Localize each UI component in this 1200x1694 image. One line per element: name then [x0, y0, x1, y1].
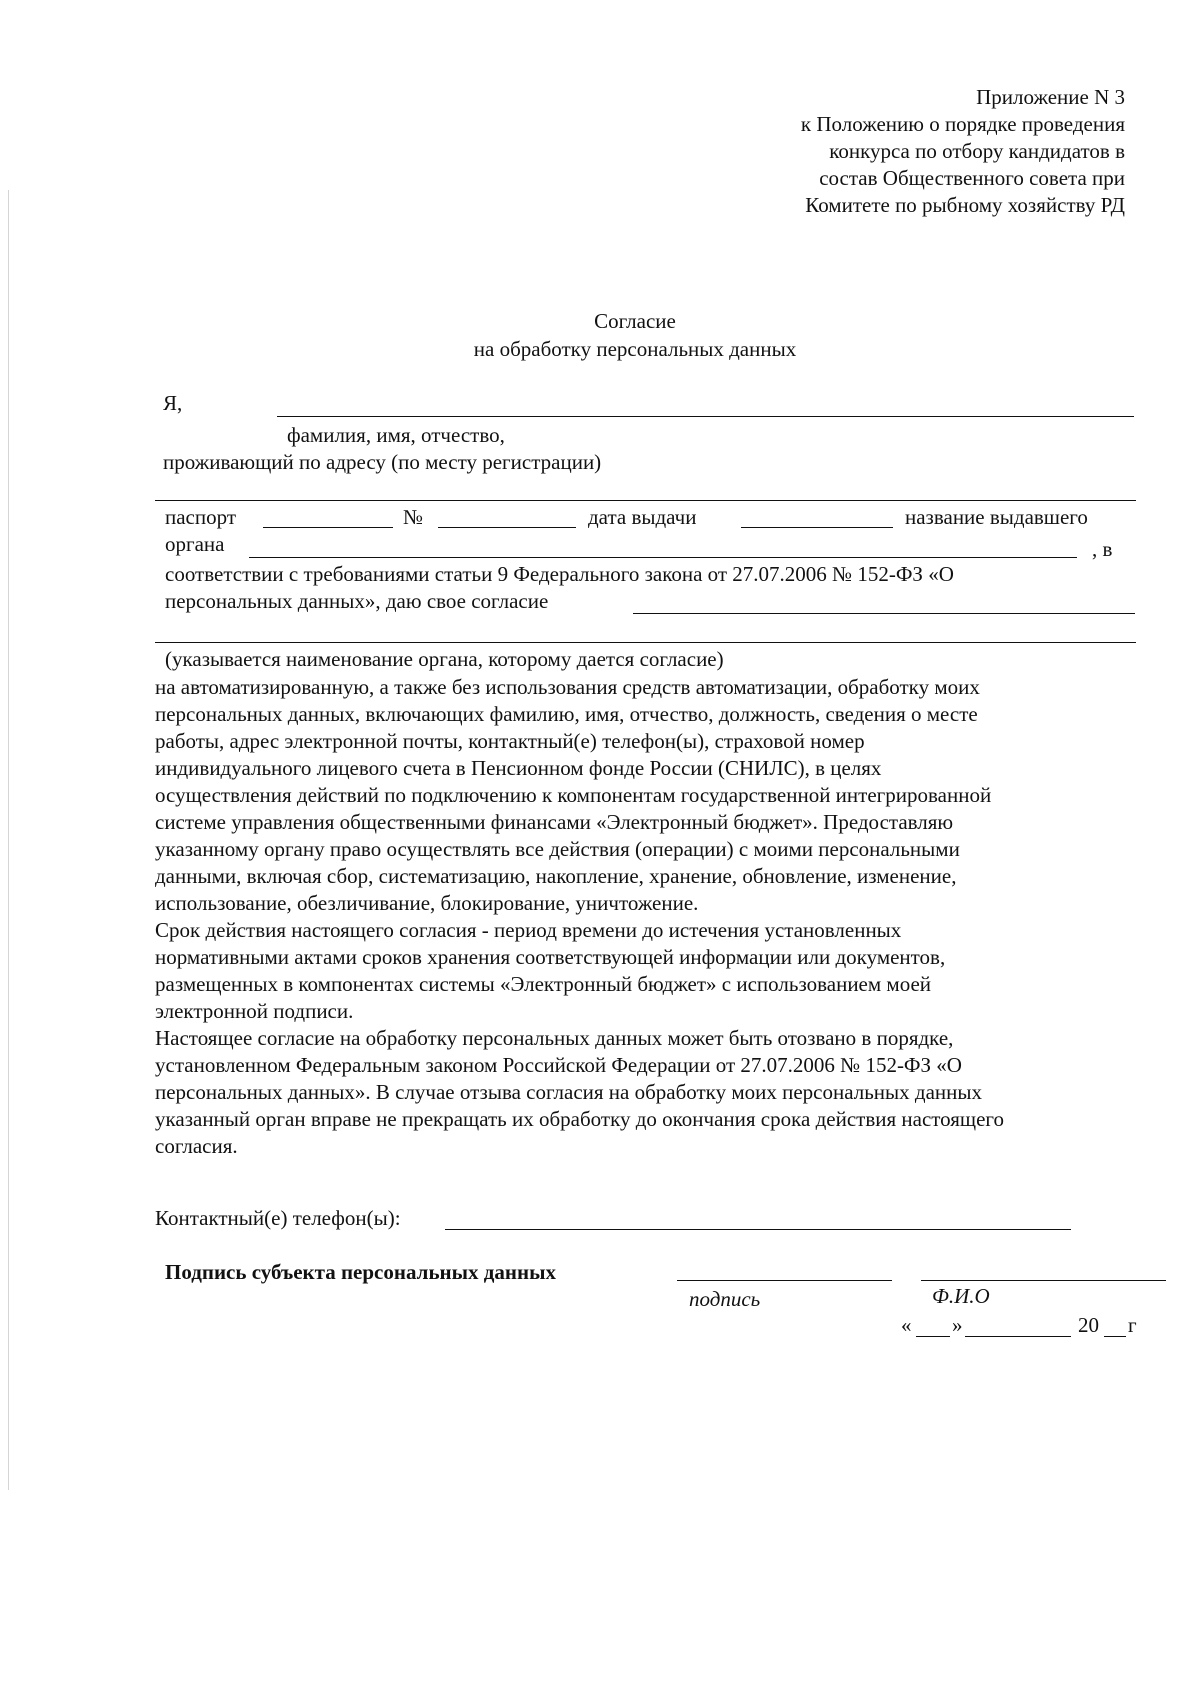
signature-label: Подпись субъекта персональных данных: [165, 1260, 557, 1284]
issuer-organ-line[interactable]: [249, 557, 1077, 558]
signature-line[interactable]: [677, 1280, 892, 1281]
body-line: согласия.: [155, 1134, 238, 1158]
issue-date-line[interactable]: [741, 527, 893, 528]
header-line-1: Приложение N 3: [976, 85, 1125, 109]
document-subtitle: на обработку персональных данных: [473, 337, 797, 361]
fio-hint: фамилия, имя, отчество,: [287, 423, 505, 447]
document-title: Согласие: [594, 309, 676, 333]
body-line: осуществления действий по подключению к компонентам государственной интегрированной: [155, 783, 992, 807]
law-reference-line-1: соответствии с требованиями статьи 9 Федерального закона от 27.07.2006 № 152-ФЗ «О: [165, 562, 954, 586]
body-line: размещенных в компонентах системы «Электронный бюджет» с использованием моей: [155, 972, 932, 996]
body-line: работы, адрес электронной почты, контактный(е) телефон(ы), страховой номер: [155, 729, 865, 753]
date-year-suffix: г: [1128, 1313, 1137, 1337]
address-hint: проживающий по адресу (по месту регистрации): [163, 450, 602, 474]
fio-hint-signature: Ф.И.О: [932, 1284, 990, 1308]
header-line-4: состав Общественного совета при: [819, 166, 1125, 190]
fio-field-line[interactable]: [277, 416, 1134, 417]
body-line: системе управления общественными финансами «Электронный бюджет». Предоставляю: [155, 810, 954, 834]
body-line: индивидуального лицевого счета в Пенсионном фонде России (СНИЛС), в целях: [155, 756, 882, 780]
signature-hint: подпись: [689, 1287, 761, 1311]
body-line: персональных данных». В случае отзыва согласия на обработку моих персональных данных: [155, 1080, 982, 1104]
body-line: электронной подписи.: [155, 999, 354, 1023]
header-line-3: конкурса по отбору кандидатов в: [829, 139, 1125, 163]
body-line: использование, обезличивание, блокирование, уничтожение.: [155, 891, 699, 915]
contact-phone-label: Контактный(е) телефон(ы):: [155, 1206, 401, 1230]
body-line: указанному органу право осуществлять все действия (операции) с моими персональными: [155, 837, 960, 861]
body-line: нормативными актами сроков хранения соответствующей информации или документов,: [155, 945, 946, 969]
date-day-line[interactable]: [916, 1336, 950, 1337]
date-year-prefix: 20: [1078, 1313, 1099, 1337]
body-line: установленном Федеральным законом Российской Федерации от 27.07.2006 № 152-ФЗ «О: [155, 1053, 962, 1077]
number-label: №: [403, 505, 424, 529]
date-month-line[interactable]: [965, 1336, 1071, 1337]
organ-hint: (указывается наименование органа, которому дается согласие): [165, 647, 724, 671]
body-line: Срок действия настоящего согласия - период времени до истечения установленных: [155, 918, 902, 942]
date-quote-close: »: [952, 1313, 963, 1337]
ya-label: Я,: [163, 391, 183, 415]
consent-body: [155, 674, 1140, 1160]
body-line: на автоматизированную, а также без использования средств автоматизации, обработку моих: [155, 675, 980, 699]
scan-edge-mark: [8, 190, 9, 1490]
comma-v-text: , в: [1092, 537, 1113, 561]
fio-signature-line[interactable]: [921, 1280, 1166, 1281]
passport-series-line[interactable]: [263, 527, 393, 528]
passport-label: паспорт: [165, 505, 237, 529]
body-line: указанный орган вправе не прекращать их обработку до окончания срока действия настоящего: [155, 1107, 1005, 1131]
address-field-line[interactable]: [155, 500, 1136, 501]
issuer-label: название выдавшего: [905, 505, 1088, 529]
body-line: данными, включая сбор, систематизацию, накопление, хранение, обновление, изменение,: [155, 864, 957, 888]
body-line: персональных данных, включающих фамилию, имя, отчество, должность, сведения о месте: [155, 702, 978, 726]
issue-date-label: дата выдачи: [588, 505, 697, 529]
consent-organ-line-2[interactable]: [155, 642, 1136, 643]
header-line-5: Комитете по рыбному хозяйству РД: [805, 193, 1125, 217]
law-reference-line-2: персональных данных», даю свое согласие: [165, 589, 549, 613]
header-line-2: к Положению о порядке проведения: [800, 112, 1125, 136]
contact-phone-line[interactable]: [445, 1229, 1071, 1230]
date-year-line[interactable]: [1104, 1336, 1126, 1337]
passport-number-line[interactable]: [438, 527, 576, 528]
body-line: Настоящее согласие на обработку персональных данных может быть отозвано в порядке,: [155, 1026, 954, 1050]
date-quote-open: «: [901, 1313, 912, 1337]
organ-label: органа: [165, 532, 225, 556]
consent-organ-line-1[interactable]: [633, 613, 1135, 614]
